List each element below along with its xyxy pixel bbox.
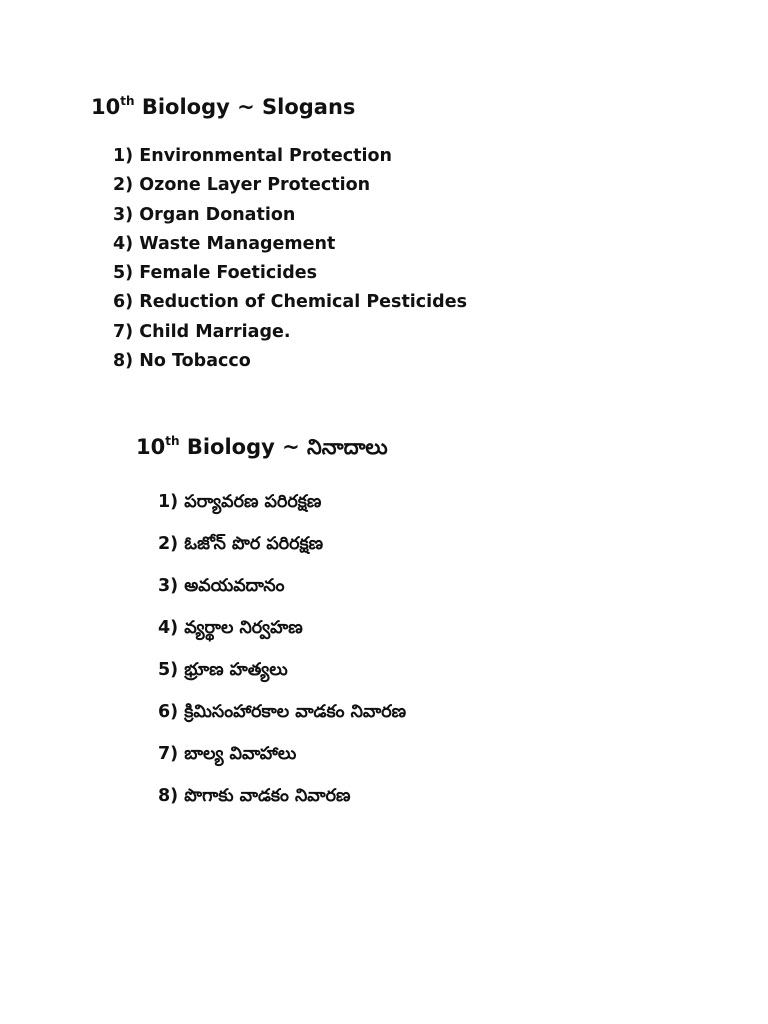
list-item: 1) పర్యావరణ పరిరక్షణ bbox=[158, 492, 322, 512]
list-item: 7) బాల్య వివాహాలు bbox=[158, 744, 297, 764]
list-item: 2) ఓజోన్ పొర పరిరక్షణ bbox=[158, 534, 324, 554]
heading-text: Biology ~ Slogans bbox=[134, 95, 356, 119]
list-item: 8) పొగాకు వాడకం నివారణ bbox=[158, 786, 351, 806]
english-slogans-section bbox=[91, 92, 467, 376]
list-item: 4) Waste Management bbox=[113, 233, 336, 254]
list-item: 3) అవయవదానం bbox=[158, 576, 285, 596]
english-slogan-list bbox=[113, 142, 467, 376]
list-item: 6) Reduction of Chemical Pesticides bbox=[113, 292, 467, 313]
telugu-heading bbox=[136, 432, 406, 462]
telugu-slogan-list bbox=[158, 481, 406, 817]
list-item: 2) Ozone Layer Protection bbox=[113, 175, 371, 196]
list-item: 4) వ్యర్థాల నిర్వహణ bbox=[158, 618, 303, 638]
english-heading bbox=[91, 92, 467, 122]
list-item: 3) Organ Donation bbox=[113, 204, 296, 225]
heading-text: Biology ~ నినాదాలు bbox=[179, 435, 388, 459]
list-item: 5) భ్రూణ హత్యలు bbox=[158, 660, 288, 680]
list-item: 6) క్రిమిసంహారకాల వాడకం నివారణ bbox=[158, 702, 407, 722]
list-item: 5) Female Foeticides bbox=[113, 263, 318, 284]
telugu-slogans-section bbox=[136, 432, 406, 817]
heading-number: 10 bbox=[136, 435, 166, 459]
list-item: 7) Child Marriage. bbox=[113, 321, 291, 342]
heading-superscript: th bbox=[120, 94, 135, 108]
list-item: 1) Environmental Protection bbox=[113, 146, 392, 166]
heading-superscript: th bbox=[165, 434, 180, 448]
list-item: 8) No Tobacco bbox=[113, 351, 251, 372]
heading-number: 10 bbox=[91, 95, 121, 119]
